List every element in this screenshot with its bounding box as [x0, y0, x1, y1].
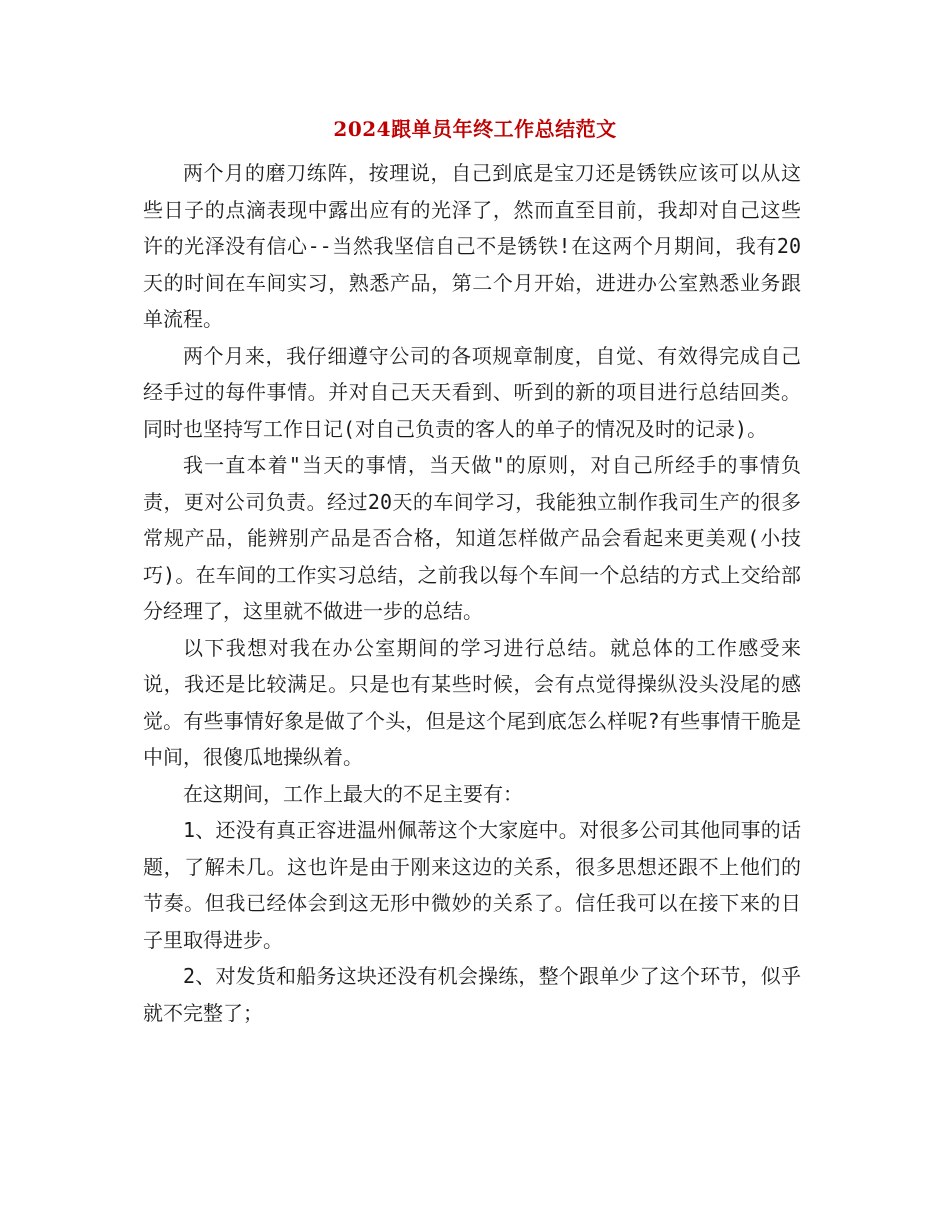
paragraph: 两个月来，我仔细遵守公司的各项规章制度，自觉、有效得完成自己经手过的每件事情。并对自己天天看到、听到的新的项目进行总结回类。同时也坚持写工作日记(对自己负责的客人的单子的情况及时的记录)。	[143, 343, 801, 441]
paragraph: 我一直本着"当天的事情，当天做"的原则，对自己所经手的事情负责，更对公司负责。经过20天的车间学习，我能独立制作我司生产的很多常规产品，能辨别产品是否合格，知道怎样做产品会看起来更美观(小技巧)。在车间的工作实习总结，之前我以每个车间一个总结的方式上交给部分经理了，这里就不做进一步的总结。	[143, 453, 801, 623]
document-body	[143, 155, 801, 1031]
paragraph: 1、还没有真正容进温州佩蒂这个大家庭中。对很多公司其他同事的话题，了解未几。这也许是由于刚来这边的关系，很多思想还跟不上他们的节奏。但我已经体会到这无形中微妙的关系了。信任我可以在接下来的日子里取得进步。	[143, 818, 801, 952]
document-title: 2024跟单员年终工作总结范文	[333, 117, 617, 141]
paragraph: 2、对发货和船务这块还没有机会操练，整个跟单少了这个环节，似乎就不完整了；	[143, 964, 801, 1025]
paragraph: 以下我想对我在办公室期间的学习进行总结。就总体的工作感受来说，我还是比较满足。只是也有某些时候，会有点觉得操纵没头没尾的感觉。有些事情好象是做了个头，但是这个尾到底怎么样呢?有些事情干脆是中间，很傻瓜地操纵着。	[143, 635, 801, 769]
paragraph: 两个月的磨刀练阵，按理说，自己到底是宝刀还是锈铁应该可以从这些日子的点滴表现中露出应有的光泽了，然而直至目前，我却对自己这些许的光泽没有信心--当然我坚信自己不是锈铁!在这两个月期间，我有20天的时间在车间实习，熟悉产品，第二个月开始，进进办公室熟悉业务跟单流程。	[143, 161, 801, 331]
paragraph: 在这期间，工作上最大的不足主要有：	[183, 781, 523, 806]
